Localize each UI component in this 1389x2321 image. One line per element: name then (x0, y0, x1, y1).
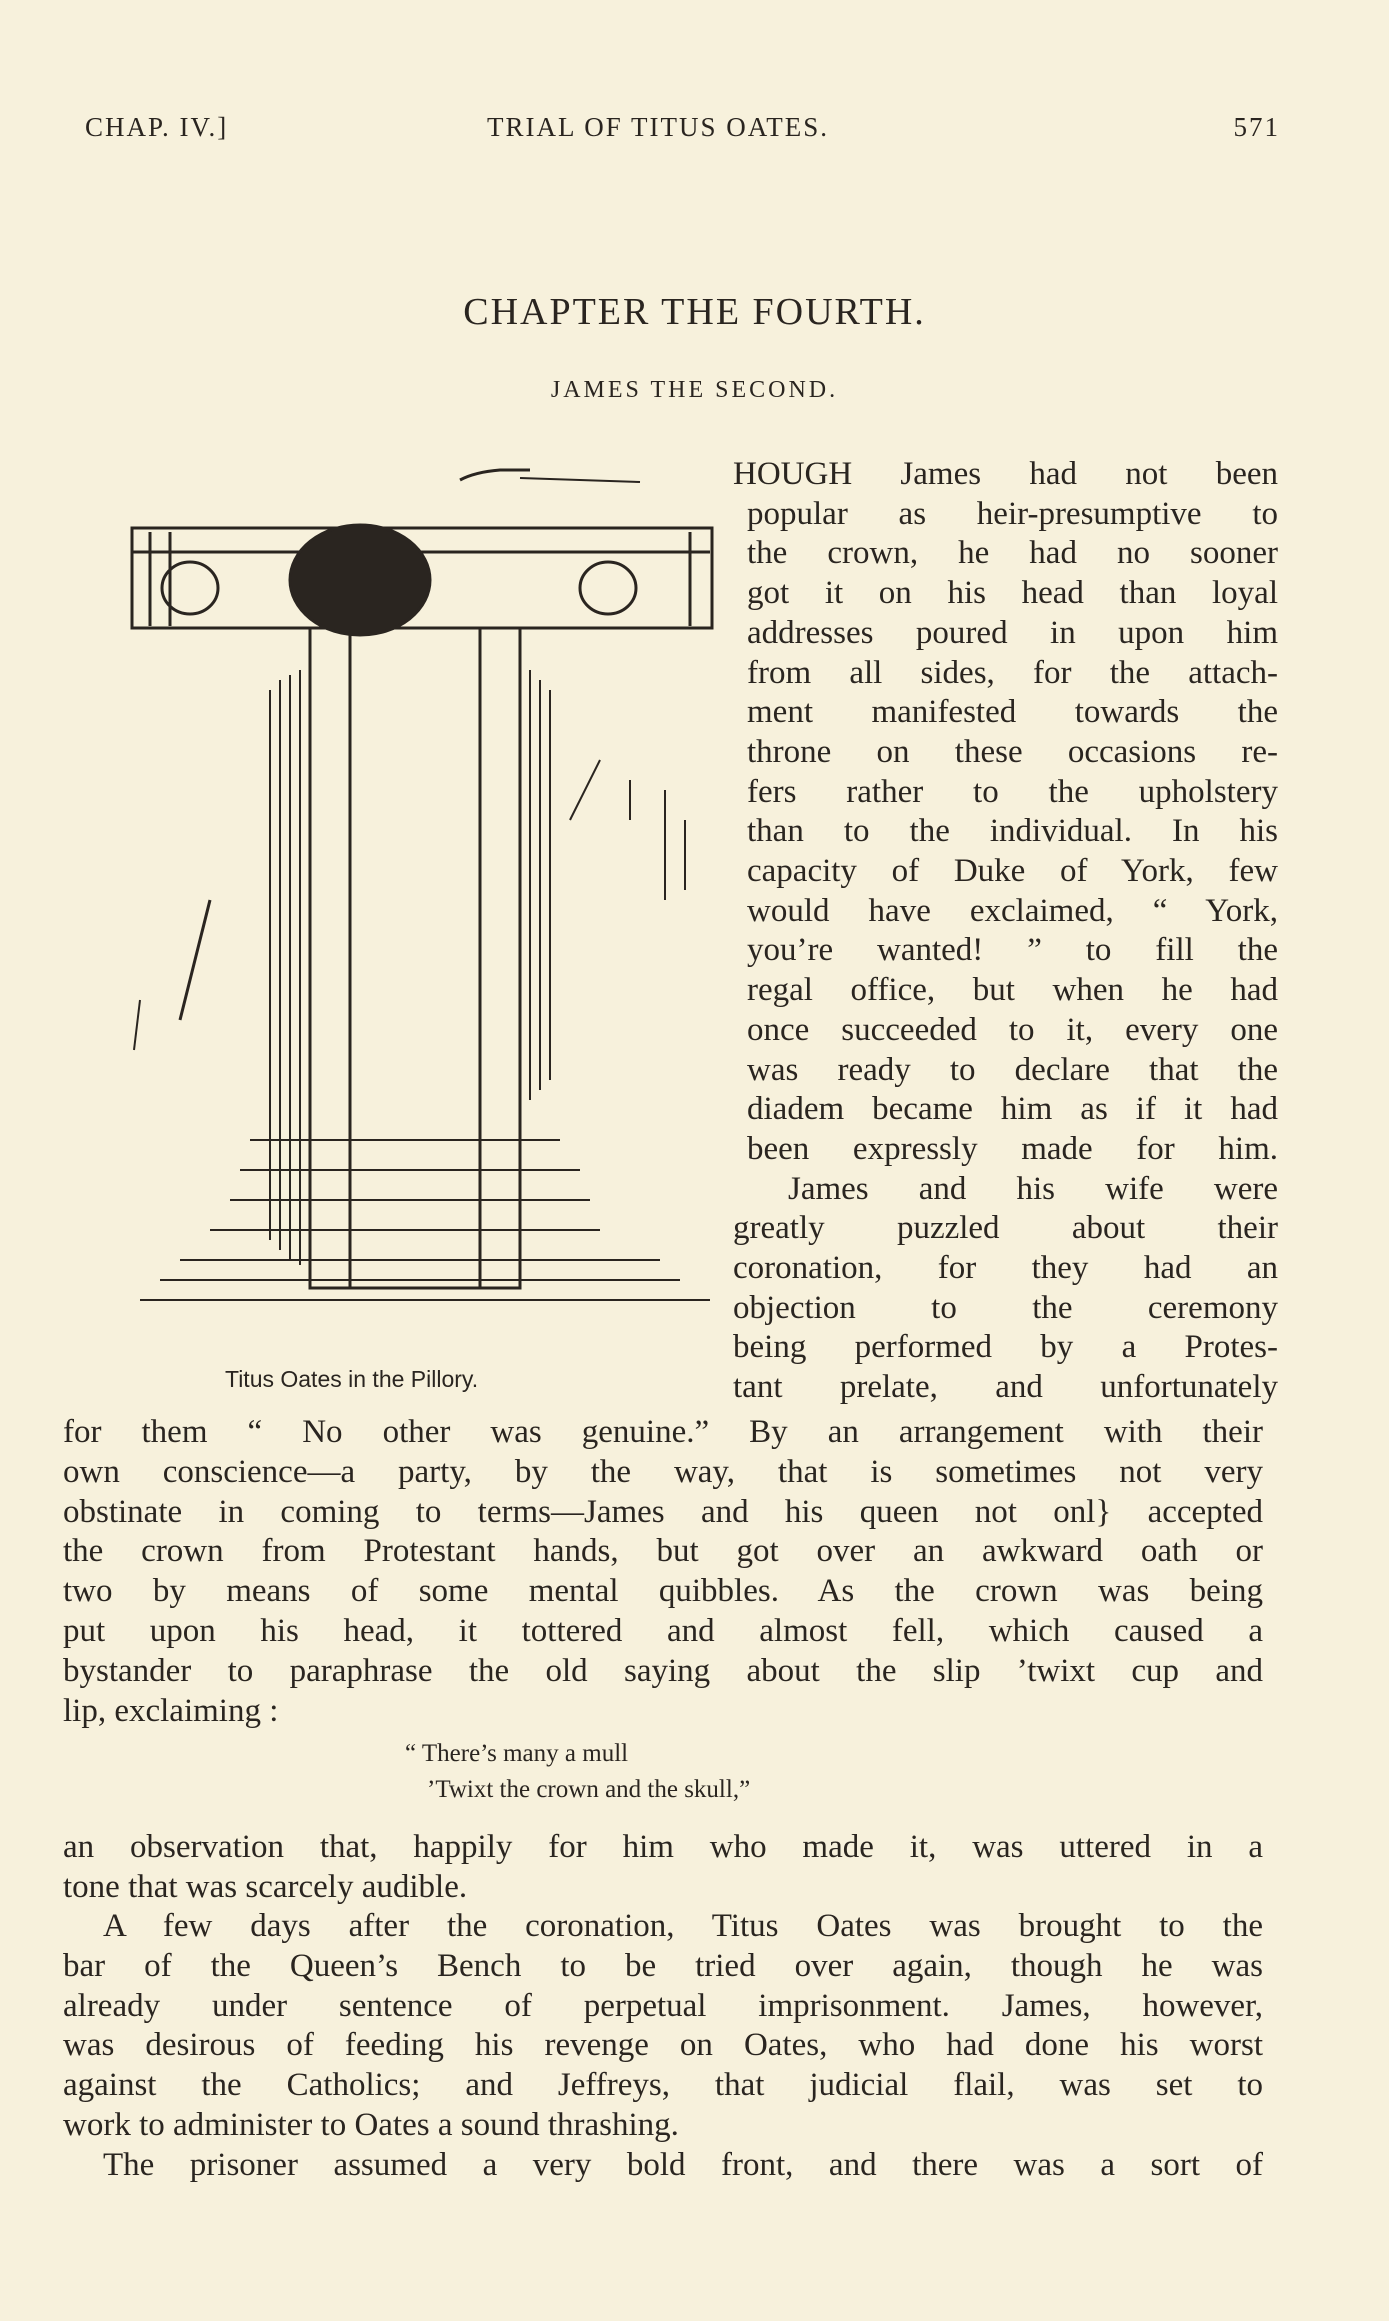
text-line: capacity of Duke of York, few (747, 853, 1278, 890)
text-line: greatly puzzled about their (733, 1210, 1278, 1247)
text-line: fers rather to the upholstery (747, 773, 1278, 810)
figure-caption: Titus Oates in the Pillory. (225, 1366, 479, 1392)
running-title: TRIAL OF TITUS OATES. (487, 112, 830, 142)
text-line: the crown, he had no sooner (747, 535, 1278, 572)
text-line: The prisoner assumed a very bold front, and there was a sort of (103, 2147, 1263, 2183)
verse-line: ’Twixt the crown and the skull,” (427, 1776, 751, 1803)
text-line: put upon his head, it tottered and almost fell, which caused a (63, 1612, 1263, 1649)
chapter-marker: CHAP. IV.] (85, 112, 229, 142)
text-line: once succeeded to it, every one (747, 1011, 1278, 1048)
page-number: 571 (1233, 112, 1280, 142)
opening-paragraph-continued (63, 1413, 1263, 1731)
text-line: being performed by a Protes- (733, 1329, 1278, 1366)
text-line: diadem became him as if it had (747, 1091, 1278, 1128)
text-line: regal office, but when he had (747, 972, 1278, 1009)
text-line: bystander to paraphrase the old saying about the slip ’twixt cup and (63, 1652, 1263, 1689)
text-line: already under sentence of perpetual imprisonment. James, however, (63, 1987, 1263, 2024)
pillory-engraving (120, 460, 725, 1350)
text-line: throne on these occasions re- (747, 733, 1278, 770)
observation-paragraph (63, 1828, 1263, 1908)
text-line: the crown from Protestant hands, but got over an awkward oath or (63, 1533, 1263, 1570)
text-line: was ready to declare that the (747, 1051, 1278, 1088)
text-line: coronation, for they had an (733, 1250, 1278, 1287)
text-line: HOUGH James had not been (733, 456, 1278, 492)
text-line: lip, exclaiming : (63, 1692, 279, 1729)
text-line: A few days after the coronation, Titus Oates was brought to the (103, 1908, 1263, 1944)
chapter-title: CHAPTER THE FOURTH. (463, 291, 926, 333)
text-line: popular as heir-presumptive to (747, 495, 1278, 532)
verse-line: “ There’s many a mull (405, 1740, 629, 1767)
text-line: an observation that, happily for him who made it, was uttered in a (63, 1829, 1263, 1865)
text-line: than to the individual. In his (747, 813, 1278, 850)
text-line: work to administer to Oates a sound thrashing. (63, 2106, 679, 2143)
verse-quotation (0, 1736, 1389, 1808)
trial-paragraph (63, 1907, 1263, 2146)
text-line: got it on his head than loyal (747, 575, 1278, 612)
chapter-subtitle: JAMES THE SECOND. (550, 377, 839, 403)
text-line: from all sides, for the attach- (747, 654, 1278, 691)
text-line: been expressly made for him. (747, 1130, 1278, 1167)
text-line: for them “ No other was genuine.” By an arrangement with their (63, 1414, 1263, 1450)
text-line: tone that was scarcely audible. (63, 1868, 468, 1905)
text-line: ment manifested towards the (747, 694, 1278, 731)
text-line: addresses poured in upon him (747, 614, 1278, 651)
text-line: objection to the ceremony (733, 1289, 1278, 1326)
text-line: bar of the Queen’s Bench to be tried over again, though he was (63, 1947, 1263, 1984)
prisoner-paragraph (63, 2146, 1263, 2186)
text-line: would have exclaimed, “ York, (747, 892, 1278, 929)
running-header (85, 112, 1280, 162)
text-line: you’re wanted! ” to fill the (747, 932, 1278, 969)
text-line: own conscience—a party, by the way, that is sometimes not very (63, 1453, 1263, 1490)
pillory-illustration (120, 460, 725, 1350)
opening-paragraph-wrapped (733, 455, 1278, 1408)
text-line: against the Catholics; and Jeffreys, that judicial flail, was set to (63, 2067, 1263, 2104)
text-line: was desirous of feeding his revenge on Oates, who had done his worst (63, 2027, 1263, 2064)
text-line: tant prelate, and unfortunately (733, 1369, 1278, 1406)
text-line: two by means of some mental quibbles. As the crown was being (63, 1573, 1263, 1610)
text-line: James and his wife were (788, 1170, 1278, 1207)
text-line: obstinate in coming to terms—James and his queen not onl} accepted (63, 1493, 1263, 1530)
